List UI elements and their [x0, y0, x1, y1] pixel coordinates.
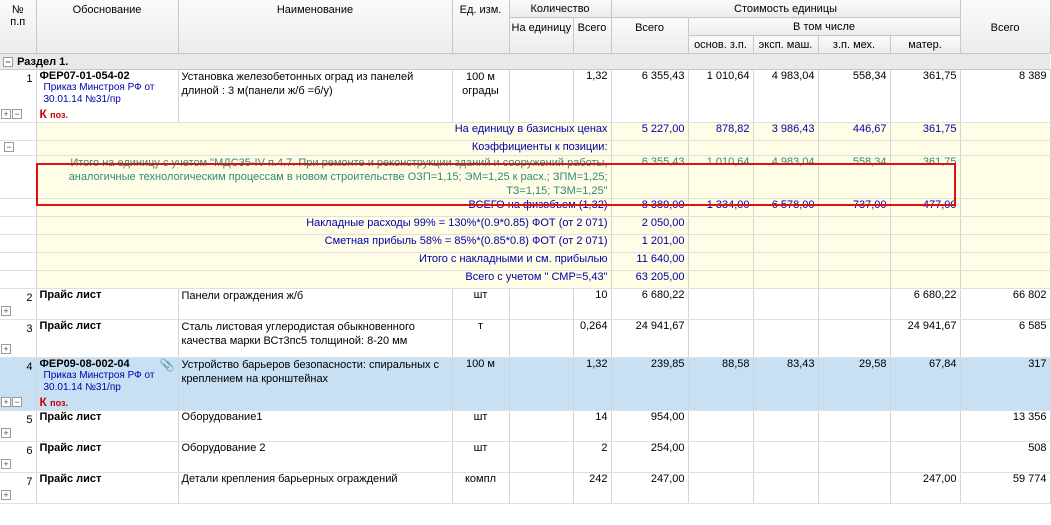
sum-cell: 59 774	[960, 473, 1050, 504]
empty-cell	[890, 235, 960, 253]
coef-toggle-cell	[0, 141, 36, 156]
kpoz-indicator[interactable]	[40, 395, 175, 409]
wage-cell: 88,58	[688, 358, 753, 411]
qty-unit-cell	[509, 411, 573, 442]
vol-label: ВСЕГО на физобъем (1,32)	[36, 199, 611, 217]
mach-cell	[753, 320, 818, 358]
row-number-cell	[0, 358, 36, 411]
total-cell: 6 355,43	[611, 70, 688, 123]
base-wage: 878,82	[688, 123, 753, 141]
mechwage-cell	[818, 473, 890, 504]
empty-cell	[818, 235, 890, 253]
empty-cell	[753, 235, 818, 253]
empty-cell	[960, 123, 1050, 141]
total-cell: 6 680,22	[611, 289, 688, 320]
empty-cell	[818, 217, 890, 235]
expand-row-icon[interactable]: +	[1, 397, 11, 407]
vol-mat: 477,00	[890, 199, 960, 217]
sub-row-smr[interactable]	[0, 271, 1050, 289]
basis-cell: Прайс лист	[36, 320, 178, 358]
wage-cell	[688, 442, 753, 473]
row-number-cell	[0, 442, 36, 473]
mach-cell: 4 983,04	[753, 70, 818, 123]
col-header-uc-total[interactable]: Всего	[611, 18, 688, 54]
row-number: 1	[26, 73, 33, 85]
paperclip-icon[interactable]: 📎	[159, 358, 175, 372]
col-header-uc-wage[interactable]: основ. з.п.	[688, 36, 753, 54]
collapse-row-icon[interactable]: −	[12, 397, 22, 407]
col-header-uc-mechwage[interactable]: з.п. мех.	[818, 36, 890, 54]
qty-cell: 10	[573, 289, 611, 320]
smr-label: Всего с учетом " СМР=5,43"	[36, 271, 611, 289]
qty-cell: 1,32	[573, 358, 611, 411]
total-cell: 247,00	[611, 473, 688, 504]
basis-cell: Прайс лист	[36, 411, 178, 442]
qty-unit-cell	[509, 358, 573, 411]
qty-unit-cell	[509, 320, 573, 358]
sum-cell: 66 802	[960, 289, 1050, 320]
unit-cell: компл	[452, 473, 509, 504]
empty-cell	[890, 141, 960, 156]
collapse-row-icon[interactable]: −	[12, 109, 22, 119]
sum-cell: 317	[960, 358, 1050, 411]
basis-cell: Прайс лист	[36, 289, 178, 320]
empty-cell	[818, 253, 890, 271]
empty-cell	[960, 156, 1050, 199]
table-row[interactable]	[0, 70, 1050, 123]
mat-cell: 247,00	[890, 473, 960, 504]
unit-cell: 100 м ограды	[452, 70, 509, 123]
itog-total: 6 355,43	[611, 156, 688, 199]
unit-cell: шт	[452, 289, 509, 320]
mat-cell: 67,84	[890, 358, 960, 411]
sub-row-base[interactable]	[0, 123, 1050, 141]
empty-cell	[0, 271, 36, 289]
row-number-cell	[0, 411, 36, 442]
table-row[interactable]	[0, 320, 1050, 358]
section-title: Раздел 1.	[17, 55, 69, 68]
empty-cell	[688, 253, 753, 271]
empty-cell	[753, 141, 818, 156]
qty-cell: 242	[573, 473, 611, 504]
sum-cell: 508	[960, 442, 1050, 473]
collapse-coef-icon[interactable]: −	[4, 142, 14, 152]
empty-cell	[0, 253, 36, 271]
qty-cell: 14	[573, 411, 611, 442]
mechwage-cell: 29,58	[818, 358, 890, 411]
collapse-section-icon[interactable]: −	[3, 57, 13, 67]
unit-cell: 100 м	[452, 358, 509, 411]
expand-row-icon[interactable]: +	[1, 344, 11, 354]
table-row-selected[interactable]	[0, 358, 1050, 411]
mach-cell: 83,43	[753, 358, 818, 411]
total-cell: 254,00	[611, 442, 688, 473]
mach-cell	[753, 289, 818, 320]
kpoz-subscript: поз.	[50, 110, 68, 120]
itog-mechwage: 558,34	[818, 156, 890, 199]
empty-cell	[960, 199, 1050, 217]
empty-cell	[960, 217, 1050, 235]
sub-row-coef[interactable]	[0, 141, 1050, 156]
empty-cell	[818, 271, 890, 289]
basis-code: ФЕР07-01-054-02	[39, 70, 130, 82]
row-number-cell	[0, 320, 36, 358]
vol-total: 8 389,00	[611, 199, 688, 217]
mat-cell	[890, 442, 960, 473]
empty-cell	[753, 253, 818, 271]
expand-row-icon[interactable]: +	[1, 459, 11, 469]
unit-cell: шт	[452, 442, 509, 473]
basis-cell: Прайс лист	[36, 473, 178, 504]
row-number: 7	[26, 476, 33, 488]
empty-cell	[753, 271, 818, 289]
mechwage-cell	[818, 320, 890, 358]
empty-cell	[818, 141, 890, 156]
name-cell: Устройство барьеров безопасности: спиральных с креплением на кронштейнах	[178, 358, 452, 411]
name-cell: Установка железобетонных оград из панелей длиной : 3 м(панели ж/б =б/у)	[178, 70, 452, 123]
wage-cell	[688, 289, 753, 320]
sum-cell: 6 585	[960, 320, 1050, 358]
name-cell: Сталь листовая углеродистая обыкновенного качества марки ВСт3пс5 толщиной: 8-20 мм	[178, 320, 452, 358]
empty-cell	[960, 141, 1050, 156]
itog-text: Итого на единицу с учетом "МДС35-IV п.4.7. При ремонте и реконструкции зданий и сооружений работы, аналогичные технологическим процессам в новом строительстве ОЗП=1,15; ЭМ=1,25 к расх.; ЗПМ=1,25; ТЗ=1,15; ТЗМ=1,25"	[36, 156, 611, 199]
empty-cell	[753, 217, 818, 235]
vol-mechwage: 737,00	[818, 199, 890, 217]
unit-cell: т	[452, 320, 509, 358]
sub-row-volume[interactable]	[0, 199, 1050, 217]
qty-unit-cell	[509, 442, 573, 473]
nr-label: Накладные расходы 99% = 130%*(0.9*0.85) ФОТ (от 2 071)	[36, 217, 611, 235]
itog-mach: 4 983,04	[753, 156, 818, 199]
expand-row-icon[interactable]: +	[1, 428, 11, 438]
col-header-basis[interactable]: Обоснование	[36, 0, 178, 54]
empty-cell	[0, 199, 36, 217]
wage-cell	[688, 320, 753, 358]
col-header-uc-mach[interactable]: эксп. маш.	[753, 36, 818, 54]
inp-value: 11 640,00	[611, 253, 688, 271]
wage-cell	[688, 411, 753, 442]
basis-cell	[36, 358, 178, 411]
basis-order: Приказ Минстроя РФ от 30.01.14 №31/пр	[43, 82, 155, 105]
total-cell: 24 941,67	[611, 320, 688, 358]
mat-cell	[890, 411, 960, 442]
empty-cell	[890, 253, 960, 271]
qty-cell: 2	[573, 442, 611, 473]
base-mechwage: 446,67	[818, 123, 890, 141]
coef-label: Коэффициенты к позиции:	[36, 141, 611, 156]
qty-cell: 0,264	[573, 320, 611, 358]
name-cell: Оборудование1	[178, 411, 452, 442]
mat-cell: 6 680,22	[890, 289, 960, 320]
basis-cell	[36, 70, 178, 123]
row-number: 4	[26, 361, 33, 373]
col-header-qty-total[interactable]: Всего	[573, 18, 611, 54]
row-number: 6	[26, 445, 33, 457]
smr-value: 63 205,00	[611, 271, 688, 289]
header-no-text: №	[11, 4, 24, 16]
table-row[interactable]	[0, 473, 1050, 504]
name-cell: Оборудование 2	[178, 442, 452, 473]
kpoz-subscript: поз.	[50, 398, 68, 408]
sum-cell: 8 389	[960, 70, 1050, 123]
basis-order: Приказ Минстроя РФ от 30.01.14 №31/пр	[43, 370, 155, 393]
col-header-unit-cost: Стоимость единицы	[611, 0, 960, 18]
total-cell: 954,00	[611, 411, 688, 442]
col-header-total[interactable]: Всего	[960, 0, 1050, 54]
table-row[interactable]	[0, 289, 1050, 320]
name-cell: Панели ограждения ж/б	[178, 289, 452, 320]
col-header-qty: Количество	[509, 0, 611, 18]
mechwage-cell: 558,34	[818, 70, 890, 123]
sub-row-overhead[interactable]	[0, 217, 1050, 235]
nr-value: 2 050,00	[611, 217, 688, 235]
empty-cell	[890, 217, 960, 235]
row-number-cell	[0, 70, 36, 123]
col-header-name[interactable]: Наименование	[178, 0, 452, 54]
mechwage-cell	[818, 411, 890, 442]
header-pp-text: п.п	[10, 16, 26, 28]
empty-cell	[0, 123, 36, 141]
sum-cell: 13 356	[960, 411, 1050, 442]
itog-mat: 361,75	[890, 156, 960, 199]
basis-code: ФЕР09-08-002-04	[39, 358, 130, 370]
sp-label: Сметная прибыль 58% = 85%*(0.85*0.8) ФОТ (от 2 071)	[36, 235, 611, 253]
mat-cell: 361,75	[890, 70, 960, 123]
empty-cell	[0, 217, 36, 235]
mach-cell	[753, 442, 818, 473]
basis-cell: Прайс лист	[36, 442, 178, 473]
mat-cell: 24 941,67	[890, 320, 960, 358]
col-header-uc-mat[interactable]: матер.	[890, 36, 960, 54]
expand-row-icon[interactable]: +	[1, 490, 11, 500]
qty-cell: 1,32	[573, 70, 611, 123]
row-number-cell	[0, 473, 36, 504]
inp-label: Итого с накладными и см. прибылью	[36, 253, 611, 271]
base-total: 5 227,00	[611, 123, 688, 141]
empty-cell	[688, 141, 753, 156]
mach-cell	[753, 473, 818, 504]
total-cell: 239,85	[611, 358, 688, 411]
empty-cell	[688, 271, 753, 289]
mechwage-cell	[818, 442, 890, 473]
col-header-uc-incl: В том числе	[688, 18, 960, 36]
vol-wage: 1 334,00	[688, 199, 753, 217]
expand-row-icon[interactable]: +	[1, 306, 11, 316]
base-mat: 361,75	[890, 123, 960, 141]
col-header-unit[interactable]: Ед. изм.	[452, 0, 509, 54]
empty-cell	[890, 271, 960, 289]
col-header-no[interactable]	[0, 0, 36, 54]
expand-row-icon[interactable]: +	[1, 109, 11, 119]
empty-cell	[0, 235, 36, 253]
empty-cell	[0, 156, 36, 199]
empty-cell	[688, 217, 753, 235]
base-mach: 3 986,43	[753, 123, 818, 141]
name-cell: Детали крепления барьерных ограждений	[178, 473, 452, 504]
itog-wage: 1 010,64	[688, 156, 753, 199]
mechwage-cell	[818, 289, 890, 320]
mach-cell	[753, 411, 818, 442]
header-row-1	[0, 0, 1050, 18]
table-row[interactable]	[0, 442, 1050, 473]
wage-cell	[688, 473, 753, 504]
vol-mach: 6 578,00	[753, 199, 818, 217]
row-number-cell	[0, 289, 36, 320]
section-row[interactable]	[0, 54, 1050, 70]
sub-row-itog[interactable]	[0, 156, 1050, 199]
kpoz-letter: К	[39, 395, 47, 409]
base-label: На единицу в базисных ценах	[36, 123, 611, 141]
sub-row-with-overhead[interactable]	[0, 253, 1050, 271]
empty-cell	[960, 271, 1050, 289]
col-header-qty-per-unit[interactable]: На единицу	[509, 18, 573, 54]
kpoz-indicator[interactable]	[40, 107, 175, 121]
empty-cell	[960, 253, 1050, 271]
qty-unit-cell	[509, 70, 573, 123]
wage-cell: 1 010,64	[688, 70, 753, 123]
unit-cell: шт	[452, 411, 509, 442]
qty-unit-cell	[509, 289, 573, 320]
empty-cell	[688, 235, 753, 253]
kpoz-letter: К	[39, 107, 47, 121]
sub-row-profit[interactable]	[0, 235, 1050, 253]
table-row[interactable]	[0, 411, 1050, 442]
row-number: 5	[26, 414, 33, 426]
qty-unit-cell	[509, 473, 573, 504]
empty-cell	[611, 141, 688, 156]
sp-value: 1 201,00	[611, 235, 688, 253]
row-number: 2	[26, 292, 33, 304]
empty-cell	[960, 235, 1050, 253]
row-number: 3	[26, 323, 33, 335]
